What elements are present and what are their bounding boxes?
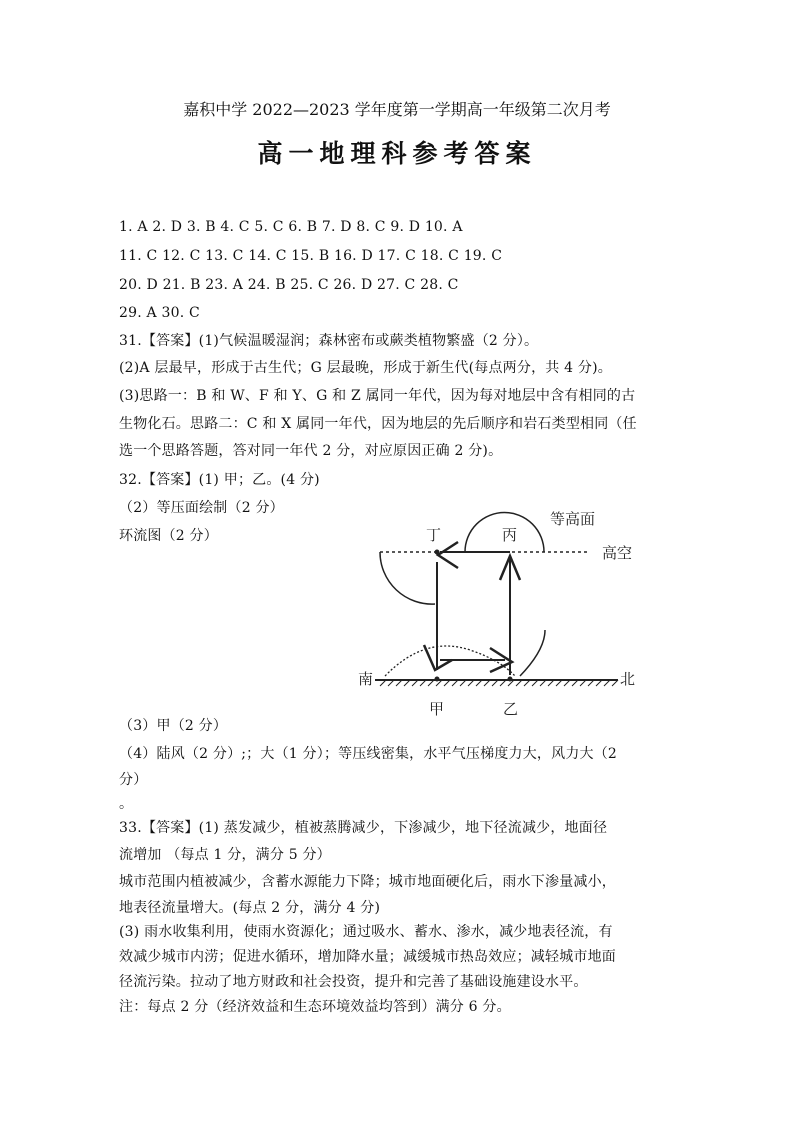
label-jia: 甲 <box>429 700 445 718</box>
point-yi-marker <box>508 677 513 682</box>
q33-line-4: 地表径流量增大。(每点 2 分，满分 4 分) <box>119 900 381 916</box>
q31-line-5: 选一个思路答题，答对同一年代 2 分，对应原因正确 2 分)。 <box>119 443 503 459</box>
exam-header: 嘉积中学 2022—2023 学年度第一学期高一年级第二次月考 <box>183 100 611 119</box>
choice-answers-row-3: 20. D 21. B 23. A 24. B 25. C 26. D 27. C 28. C <box>119 277 459 293</box>
label-isobaric-surface: 等高面 <box>550 510 596 528</box>
choice-answers-row-4: 29. A 30. C <box>119 305 200 321</box>
surface-high-pressure-curve <box>520 630 545 676</box>
q31-line-3: (3)思路一：B 和 W、F 和 Y、G 和 Z 属同一年代，因为每对地层中含有相同的古 <box>119 388 636 404</box>
q32-line-7: 。 <box>119 796 134 812</box>
q33-line-7: 径流污染。拉动了地方财政和社会投资，提升和完善了基础设施建设水平。 <box>119 974 588 990</box>
q31-line-2: (2)A 层最早，形成于古生代；G 层最晚，形成于新生代(每点两分，共 4 分)。 <box>119 360 612 376</box>
q31-line-1: 31.【答案】(1)气候温暖湿润；森林密布或蕨类植物繁盛（2 分）。 <box>119 333 539 349</box>
q33-line-6: 效减少城市内涝；促进水循环，增加降水量；减缓城市热岛效应；减轻城市地面 <box>119 949 616 965</box>
choice-answers-row-1: 1. A 2. D 3. B 4. C 5. C 6. B 7. D 8. C 9. D 10. A <box>119 219 463 235</box>
point-ding-marker <box>435 550 440 555</box>
q33-line-5: (3) 雨水收集利用，使雨水资源化；通过吸水、蓄水、渗水，减少地表径流，有 <box>119 924 613 940</box>
thermal-circulation-diagram <box>340 500 650 725</box>
upper-flow-arrowhead <box>438 542 458 568</box>
q33-line-1: 33.【答案】(1) 蒸发减少，植被蒸腾减少，下渗减少，地下径流减少，地面径 <box>119 820 608 836</box>
label-yi: 乙 <box>503 700 519 718</box>
q32-line-2: （2）等压面绘制（2 分） <box>119 500 284 516</box>
q32-line-3: 环流图（2 分） <box>119 528 218 544</box>
q31-line-4: 生物化石。思路二：C 和 X 属同一年代，因为地层的先后顺序和岩石类型相同（任 <box>119 416 637 432</box>
label-ding: 丁 <box>426 526 442 544</box>
q33-line-3: 城市范围内植被减少，含蓄水源能力下降；城市地面硬化后，雨水下渗量减小， <box>119 874 616 890</box>
q33-line-2: 流增加 （每点 1 分，满分 5 分） <box>119 847 331 863</box>
choice-answers-row-2: 11. C 12. C 13. C 14. C 15. B 16. D 17. C 18. C 19. C <box>119 248 503 264</box>
label-bing: 丙 <box>502 526 518 544</box>
upper-low-pressure-curve <box>380 552 435 604</box>
q32-line-1: 32.【答案】(1) 甲；乙。(4 分) <box>119 472 320 488</box>
q32-line-4: （3）甲（2 分） <box>119 718 228 734</box>
page-title: 高一地理科参考答案 <box>257 139 537 168</box>
point-jia-marker <box>435 677 440 682</box>
q32-line-6: 分） <box>119 772 148 788</box>
label-north: 北 <box>620 670 636 688</box>
label-high-altitude: 高空 <box>602 544 633 562</box>
q32-line-5: （4）陆风（2 分）;；大（1 分）；等压线密集，水平气压梯度力大，风力大（2 <box>119 746 618 762</box>
label-south: 南 <box>358 670 374 688</box>
q33-line-8: 注：每点 2 分（经济效益和生态环境效益均答到）满分 6 分。 <box>119 999 511 1015</box>
